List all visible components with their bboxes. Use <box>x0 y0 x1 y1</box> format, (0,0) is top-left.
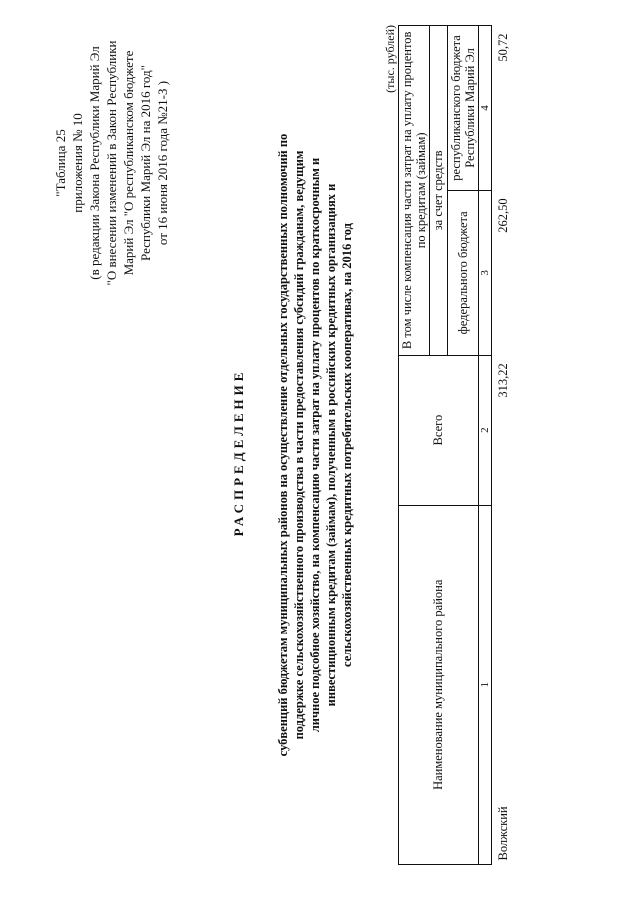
header-funding-source: за счет средств <box>430 26 448 356</box>
header-federal-budget: федерального бюджета <box>448 190 479 355</box>
header-line: от 16 июня 2016 года №21-З ) <box>155 80 170 246</box>
district-name: Волжский <box>496 806 510 861</box>
column-number: 1 <box>479 505 492 864</box>
federal-value: 262,50 <box>496 198 510 233</box>
column-number: 4 <box>479 26 492 191</box>
header-line: (в редакции Закона Республики Марий Эл <box>87 46 102 280</box>
header-line: "О внесении изменений в Закон Республики <box>104 40 119 286</box>
header-compensation-group: В том числе компенсация части затрат на уплату процентов по кредитам (займам) <box>399 26 430 356</box>
subtitle-line: сельскохозяйственных кредитных потребительских кооперативах, на 2016 год <box>340 223 354 667</box>
subsidy-table <box>398 25 512 865</box>
subtitle-line: личное подсобное хозяйство, на компенсацию части затрат на уплату процентов по краткосрочным и <box>308 157 322 733</box>
header-line: приложения № 10 <box>70 113 85 213</box>
table-row <box>492 26 513 865</box>
subtitle-line: инвестиционным кредитам (займам), полученным в российских кредитных организациях и <box>324 183 338 707</box>
header-total: Всего <box>399 355 479 505</box>
document-subtitle <box>275 15 355 875</box>
header-line: "Таблица 25 <box>53 129 68 197</box>
header-municipal-district: Наименование муниципального района <box>399 505 479 864</box>
units-label: (тыс. рублей) <box>383 25 397 93</box>
total-value: 313,22 <box>496 363 510 398</box>
header-line: Марий Эл "О республиканском бюджете <box>121 50 136 276</box>
column-number: 3 <box>479 190 492 355</box>
document-title: РАСПРЕДЕЛЕНИЕ <box>231 368 246 537</box>
subtitle-line: поддержке сельскохозяйственного производства в части предоставления субсидий гражданам, ведущим <box>292 150 306 740</box>
column-number: 2 <box>479 355 492 505</box>
subtitle-line: субвенций бюджетам муниципальных районов на осуществление отдельных государственных полномочий по <box>276 133 290 757</box>
header-line: Республики Марий Эл на 2016 год" <box>138 65 153 261</box>
table-annex-header <box>52 33 171 293</box>
republic-value: 50,72 <box>496 33 510 62</box>
header-republic-budget: республиканского бюджета Республики Марий Эл <box>448 26 479 191</box>
